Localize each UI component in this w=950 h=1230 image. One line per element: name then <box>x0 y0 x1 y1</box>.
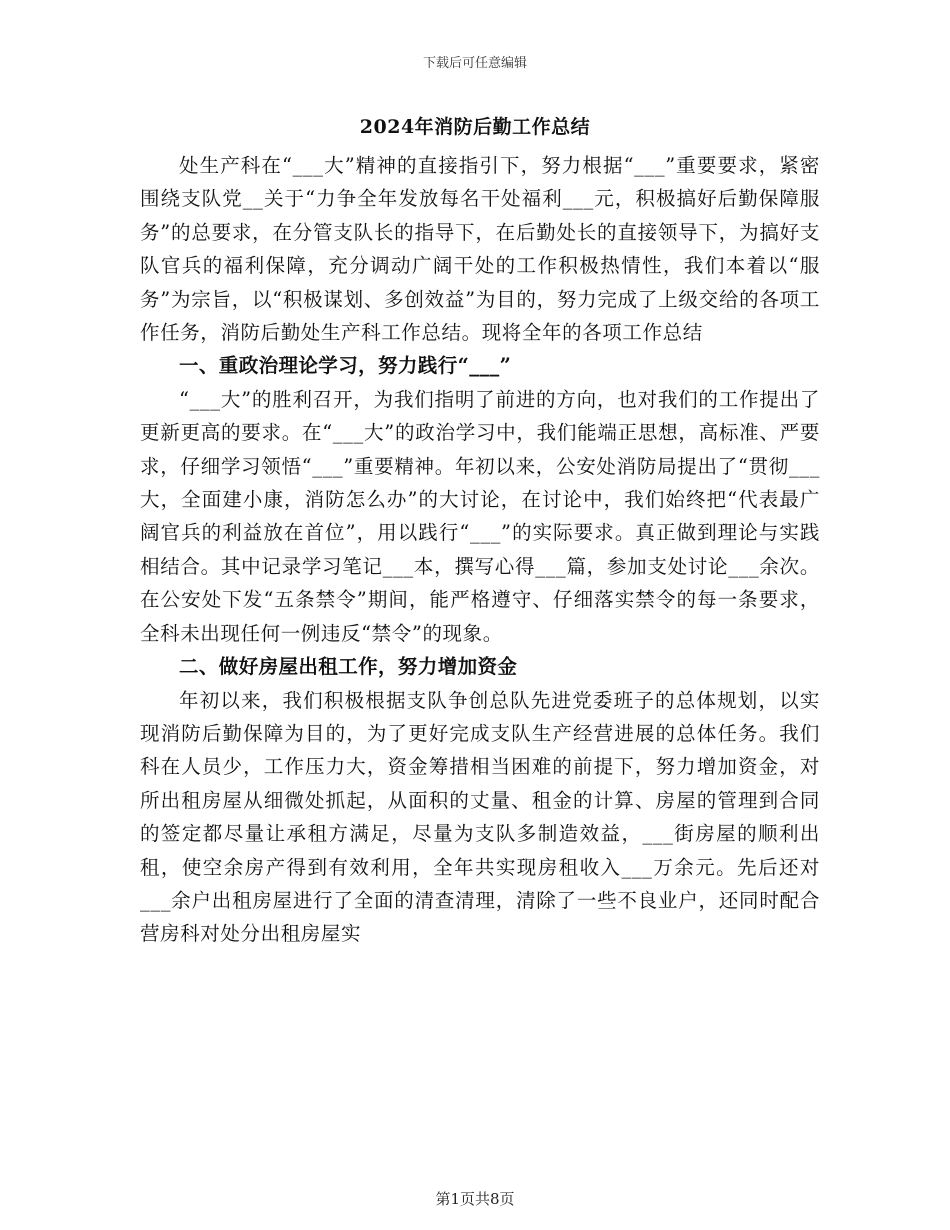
document-title: 2024年消防后勤工作总结 <box>359 116 591 138</box>
page-footer: 第1页共8页 <box>435 1190 515 1208</box>
section-1-heading: 一、重政治理论学习，努力践行“___” <box>179 354 512 378</box>
section-1-paragraph: “___大”的胜利召开，为我们指明了前进的方向，也对我们的工作提出了更新更高的要求。在“___大”的政治学习中，我们能端正思想，高标准、严要求，仔细学习领悟“___”重要精神。年初以来，公安处消防局提出了“贯彻___大，全面建小康，消防怎么办”的大讨论，在讨论中，我们始终把“代表最广阔官兵的利益放在首位”，用以践行“___”的实际要求。真正做到理论与实践相结合。其中记录学习笔记___本，撰写心得___篇，参加支处讨论___余次。在公安处下发“五条禁令”期间，能严格遵守、仔细落实禁令的每一条要求，全科未出现任何一例违反“禁令”的现象。 <box>140 387 820 645</box>
intro-paragraph: 处生产科在“___大”精神的直接指引下，努力根据“___”重要要求，紧密围绕支队党__关于“力争全年发放每名干处福利___元，积极搞好后勤保障服务”的总要求，在分管支队长的指导下，在后勤处长的直接领导下，为搞好支队官兵的福利保障，充分调动广阔干处的工作积极热情性，我们本着以“服务”为宗旨，以“积极谋划、多创效益”为目的，努力完成了上级交给的各项工作任务，消防后勤处生产科工作总结。现将全年的各项工作总结 <box>140 154 820 345</box>
page-header-note: 下载后可任意编辑 <box>422 56 527 71</box>
section-2-paragraph: 年初以来，我们积极根据支队争创总队先进党委班子的总体规划，以实现消防后勤保障为目的，为了更好完成支队生产经营进展的总体任务。我们科在人员少，工作压力大，资金筹措相当困难的前提下，努力增加资金，对所出租房屋从细微处抓起，从面积的丈量、租金的计算、房屋的管理到合同的签定都尽量让承租方满足，尽量为支队多制造效益，___街房屋的顺利出租，使空余房产得到有效利用，全年共实现房租收入___万余元。先后还对___余户出租房屋进行了全面的清查清理，清除了一些不良业户，还同时配合营房科对处分出租房屋实 <box>140 688 820 946</box>
document-body <box>140 149 820 951</box>
section-2-heading: 二、做好房屋出租工作，努力增加资金 <box>179 655 518 679</box>
